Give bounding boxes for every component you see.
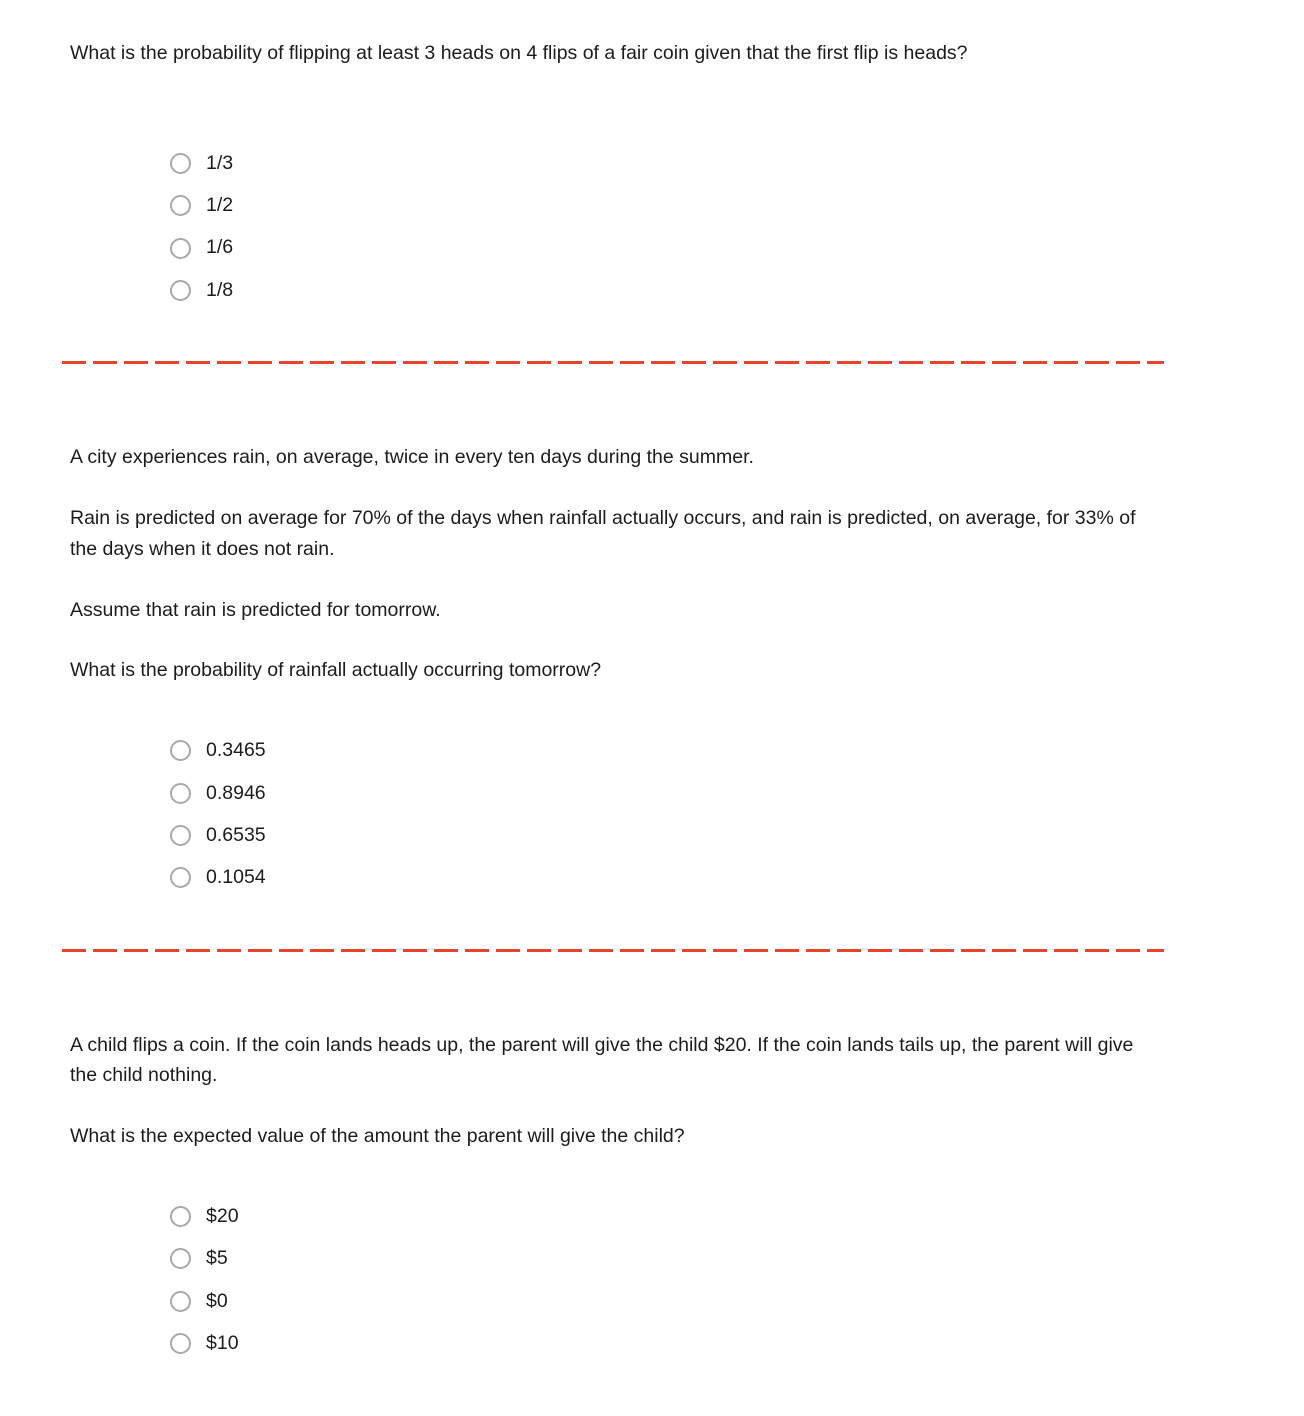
radio-button-icon[interactable] <box>170 1206 191 1227</box>
option-label: $5 <box>206 1247 228 1270</box>
question-3-text: A child flips a coin. If the coin lands heads up, the parent will give the child $20. If the coin lands tails up, the parent will give the child nothing. <box>70 1033 1134 1087</box>
radio-button-icon[interactable] <box>170 783 191 804</box>
radio-button-icon[interactable] <box>170 153 191 174</box>
radio-option[interactable] <box>170 865 1164 890</box>
radio-option[interactable] <box>170 738 1164 763</box>
radio-button-icon[interactable] <box>170 825 191 846</box>
option-label: 0.1054 <box>206 866 266 889</box>
option-label: 1/6 <box>206 236 234 259</box>
question-2-options <box>70 738 1164 890</box>
option-label: $20 <box>206 1204 239 1227</box>
radio-button-icon[interactable] <box>170 1248 191 1269</box>
question-1 <box>70 38 1164 303</box>
radio-option[interactable] <box>170 1246 1164 1271</box>
radio-option[interactable] <box>170 781 1164 806</box>
question-1-text: What is the probability of flipping at least 3 heads on 4 flips of a fair coin given that the first flip is heads? <box>70 42 968 64</box>
question-2-text: What is the probability of rainfall actually occurring tomorrow? <box>70 659 602 682</box>
radio-option[interactable] <box>170 823 1164 848</box>
radio-option[interactable] <box>170 235 1164 260</box>
radio-option[interactable] <box>170 1331 1164 1356</box>
radio-option[interactable] <box>170 1289 1164 1314</box>
question-3 <box>70 1030 1164 1357</box>
question-separator <box>62 361 1164 364</box>
option-label: $10 <box>206 1331 239 1354</box>
radio-button-icon[interactable] <box>170 195 191 216</box>
question-2-text: Rain is predicted on average for 70% of the days when rainfall actually occurs, and rain is predicted, on average, for 33% of the days when it does not rain. <box>70 506 1136 560</box>
option-label: 1/8 <box>206 278 234 301</box>
question-1-options <box>70 151 1164 303</box>
radio-button-icon[interactable] <box>170 280 191 301</box>
option-label: 1/3 <box>206 151 234 174</box>
option-label: 0.6535 <box>206 823 266 846</box>
radio-option[interactable] <box>170 278 1164 303</box>
radio-button-icon[interactable] <box>170 238 191 259</box>
question-2-text: A city experiences rain, on average, twice in every ten days during the summer. <box>70 446 754 469</box>
option-label: 0.8946 <box>206 781 266 804</box>
radio-option[interactable] <box>170 151 1164 176</box>
radio-option[interactable] <box>170 1204 1164 1229</box>
radio-button-icon[interactable] <box>170 867 191 888</box>
question-2 <box>70 442 1164 890</box>
option-label: 1/2 <box>206 194 234 217</box>
question-3-options <box>70 1204 1164 1356</box>
option-label: 0.3465 <box>206 739 266 762</box>
radio-button-icon[interactable] <box>170 1291 191 1312</box>
question-3-text: What is the expected value of the amount the parent will give the child? <box>70 1125 685 1148</box>
radio-option[interactable] <box>170 193 1164 218</box>
question-2-text: Assume that rain is predicted for tomorrow. <box>70 598 441 621</box>
radio-button-icon[interactable] <box>170 1333 191 1354</box>
option-label: $0 <box>206 1289 228 1312</box>
question-separator <box>62 949 1164 952</box>
radio-button-icon[interactable] <box>170 740 191 761</box>
